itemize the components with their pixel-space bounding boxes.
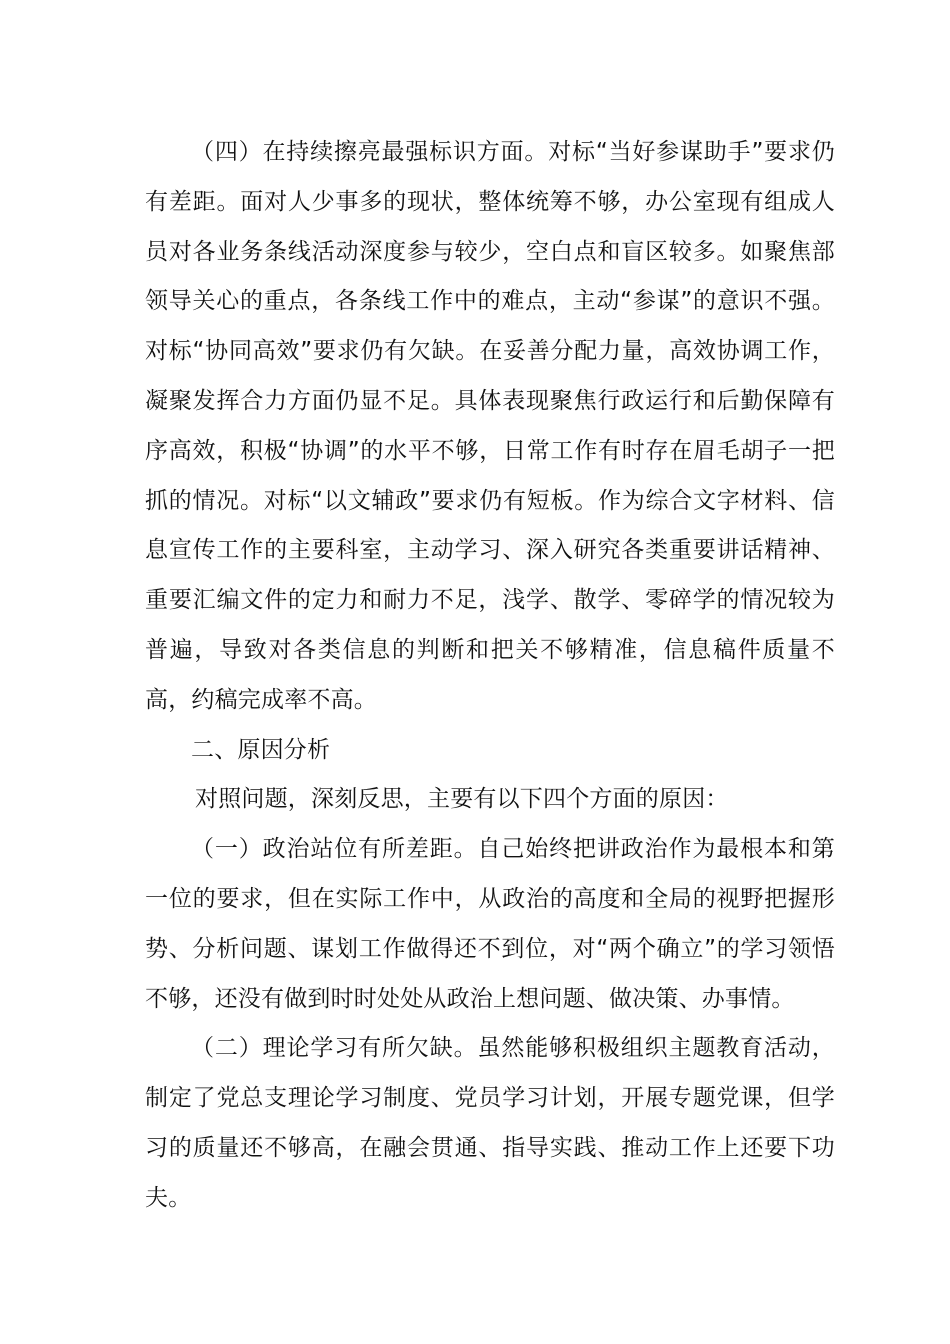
document-body	[145, 128, 835, 1224]
paragraph-cause-one: （一）政治站位有所差距。自己始终把讲政治作为最根本和第一位的要求，但在实际工作中，从政治的高度和全局的视野把握形势、分析问题、谋划工作做得还不到位，对“两个确立”的学习领悟不够，还没有做到时时处处从政治上想问题、做决策、办事情。	[145, 836, 835, 1012]
paragraph-cause-two: （二）理论学习有所欠缺。虽然能够积极组织主题教育活动，制定了党总支理论学习制度、党员学习计划，开展专题党课，但学习的质量还不够高，在融会贯通、指导实践、推动工作上还要下功夫。	[145, 1035, 835, 1211]
paragraph-intro: 对照问题，深刻反思，主要有以下四个方面的原因：	[195, 786, 729, 813]
heading-cause-analysis: 二、原因分析	[191, 736, 331, 763]
paragraph-section-four: （四）在持续擦亮最强标识方面。对标“当好参谋助手”要求仍有差距。面对人少事多的现状，整体统筹不够，办公室现有组成人员对各业务条线活动深度参与较少，空白点和盲区较多。如聚焦部领导关心的重点，各条线工作中的难点，主动“参谋”的意识不强。对标“协同高效”要求仍有欠缺。在妥善分配力量，高效协调工作，凝聚发挥合力方面仍显不足。具体表现聚焦行政运行和后勤保障有序高效，积极“协调”的水平不够，日常工作有时存在眉毛胡子一把抓的情况。对标“以文辅政”要求仍有短板。作为综合文字材料、信息宣传工作的主要科室，主动学习、深入研究各类重要讲话精神、重要汇编文件的定力和耐力不足，浅学、散学、零碎学的情况较为普遍，导致对各类信息的判断和把关不够精准，信息稿件质量不高，约稿完成率不高。	[145, 139, 835, 713]
